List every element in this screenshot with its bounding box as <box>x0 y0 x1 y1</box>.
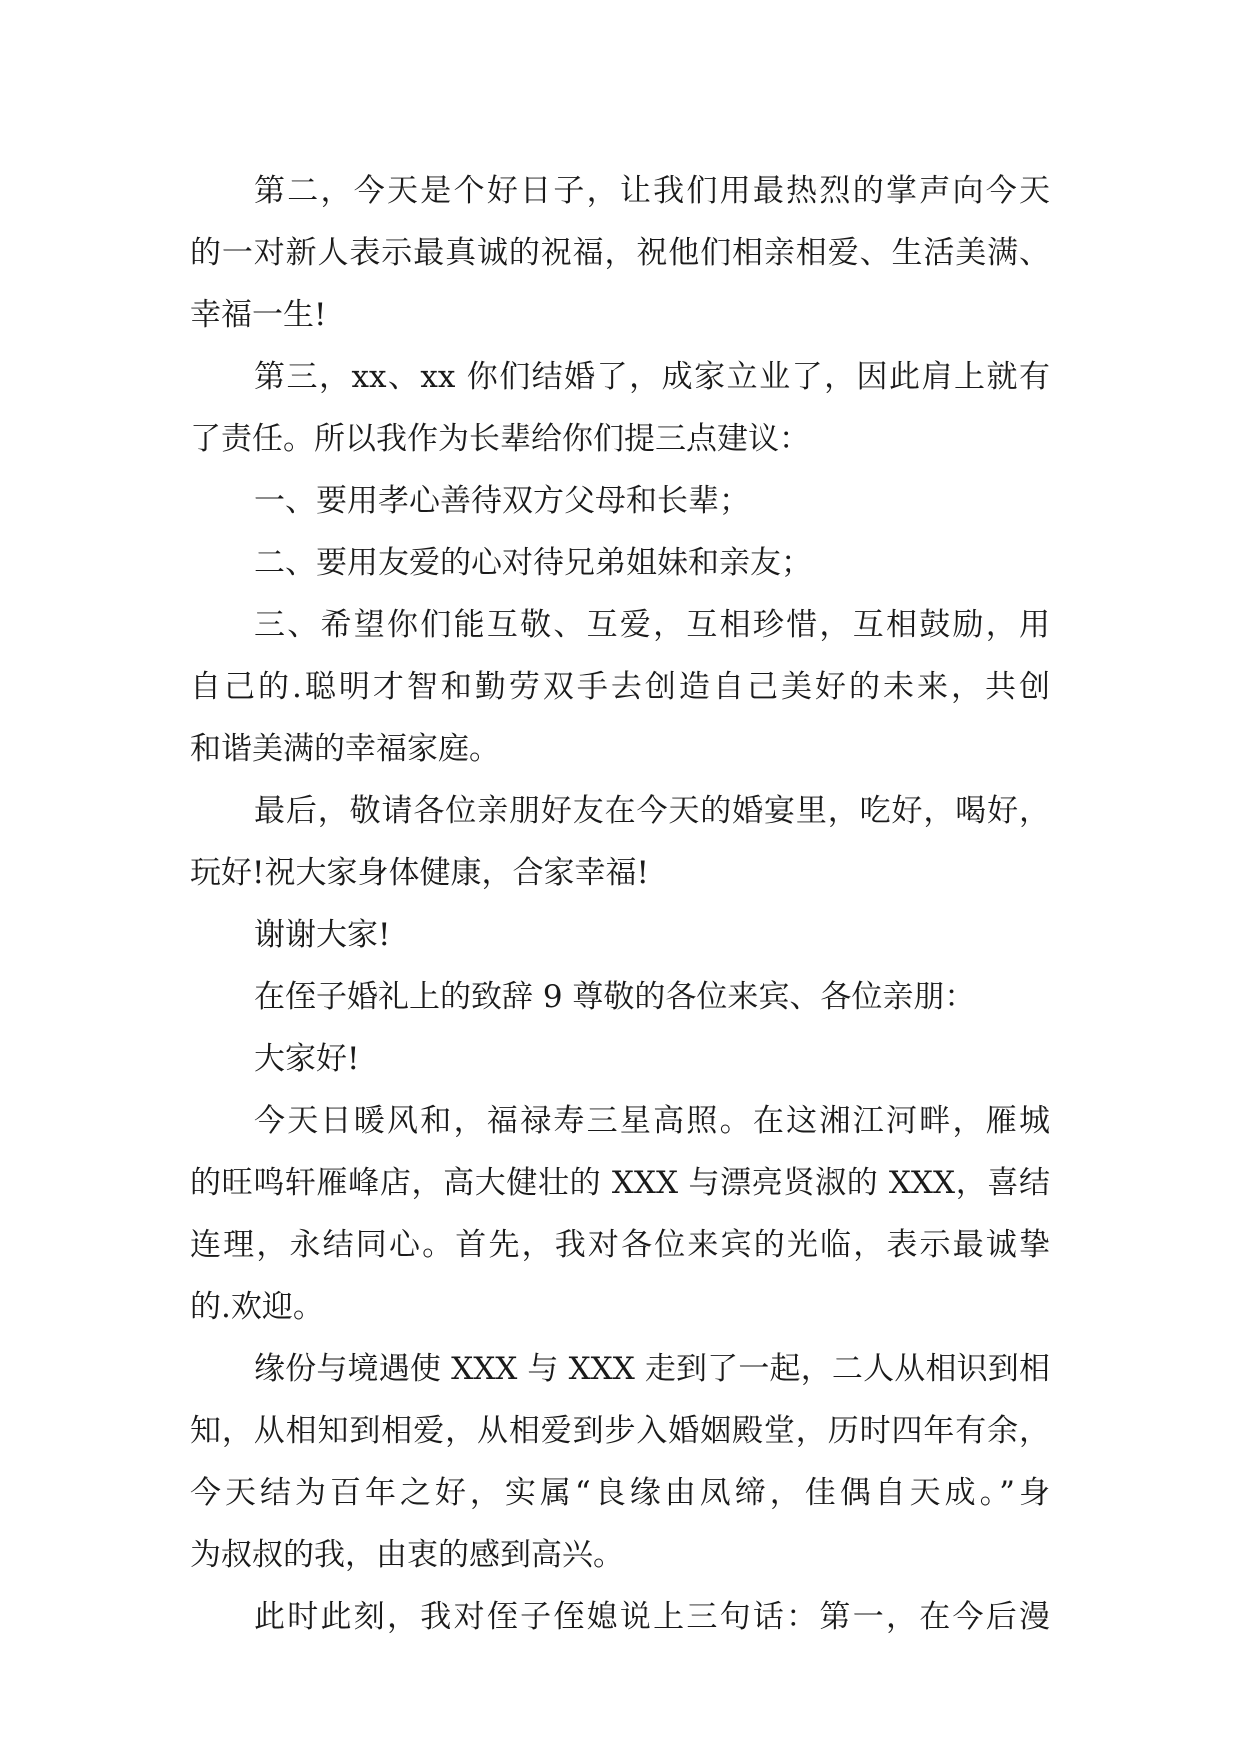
paragraph-line: 了责任。所以我作为长辈给你们提三点建议： <box>190 421 810 457</box>
paragraph-line: 二、要用友爱的心对待兄弟姐妹和亲友； <box>254 545 812 581</box>
paragraph-line: 的旺鸣轩雁峰店，高大健壮的 XXX 与漂亮贤淑的 XXX，喜结 <box>190 1165 1050 1201</box>
paragraph-line: 玩好!祝大家身体健康，合家幸福! <box>190 855 649 891</box>
document-body <box>190 160 1050 1648</box>
paragraph-line: 的一对新人表示最真诚的祝福，祝他们相亲相爱、生活美满、 <box>190 235 1050 271</box>
paragraph-line: 幸福一生! <box>190 297 327 333</box>
paragraph-line: 谢谢大家! <box>254 917 391 953</box>
paragraph-line: 大家好! <box>254 1041 360 1077</box>
paragraph-line: 最后，敬请各位亲朋好友在今天的婚宴里，吃好，喝好， <box>254 793 1050 829</box>
paragraph-line: 连理，永结同心。首先，我对各位来宾的光临，表示最诚挚 <box>190 1227 1050 1263</box>
paragraph-line: 第三，xx、xx 你们结婚了，成家立业了，因此肩上就有 <box>254 359 1050 395</box>
paragraph-line: 自己的.聪明才智和勤劳双手去创造自己美好的未来，共创 <box>190 669 1050 705</box>
paragraph-line: 此时此刻，我对侄子侄媳说上三句话：第一，在今后漫 <box>254 1599 1050 1635</box>
paragraph-line: 今天日暖风和，福禄寿三星高照。在这湘江河畔，雁城 <box>254 1103 1050 1139</box>
paragraph-line: 一、要用孝心善待双方父母和长辈； <box>254 483 750 519</box>
paragraph-line: 缘份与境遇使 XXX 与 XXX 走到了一起，二人从相识到相 <box>254 1351 1050 1387</box>
paragraph-line: 和谐美满的幸福家庭。 <box>190 731 500 767</box>
paragraph-line: 的.欢迎。 <box>190 1289 324 1325</box>
paragraph-line: 今天结为百年之好，实属“良缘由凤缔，佳偶自天成。”身 <box>190 1475 1050 1511</box>
paragraph-line: 在侄子婚礼上的致辞 9 尊敬的各位来宾、各位亲朋： <box>254 979 976 1015</box>
paragraph-line: 三、希望你们能互敬、互爱，互相珍惜，互相鼓励，用 <box>254 607 1050 643</box>
paragraph-line: 第二，今天是个好日子，让我们用最热烈的掌声向今天 <box>254 173 1050 209</box>
paragraph-line: 为叔叔的我，由衷的感到高兴。 <box>190 1537 624 1573</box>
paragraph-line: 知，从相知到相爱，从相爱到步入婚姻殿堂，历时四年有余， <box>190 1413 1050 1449</box>
